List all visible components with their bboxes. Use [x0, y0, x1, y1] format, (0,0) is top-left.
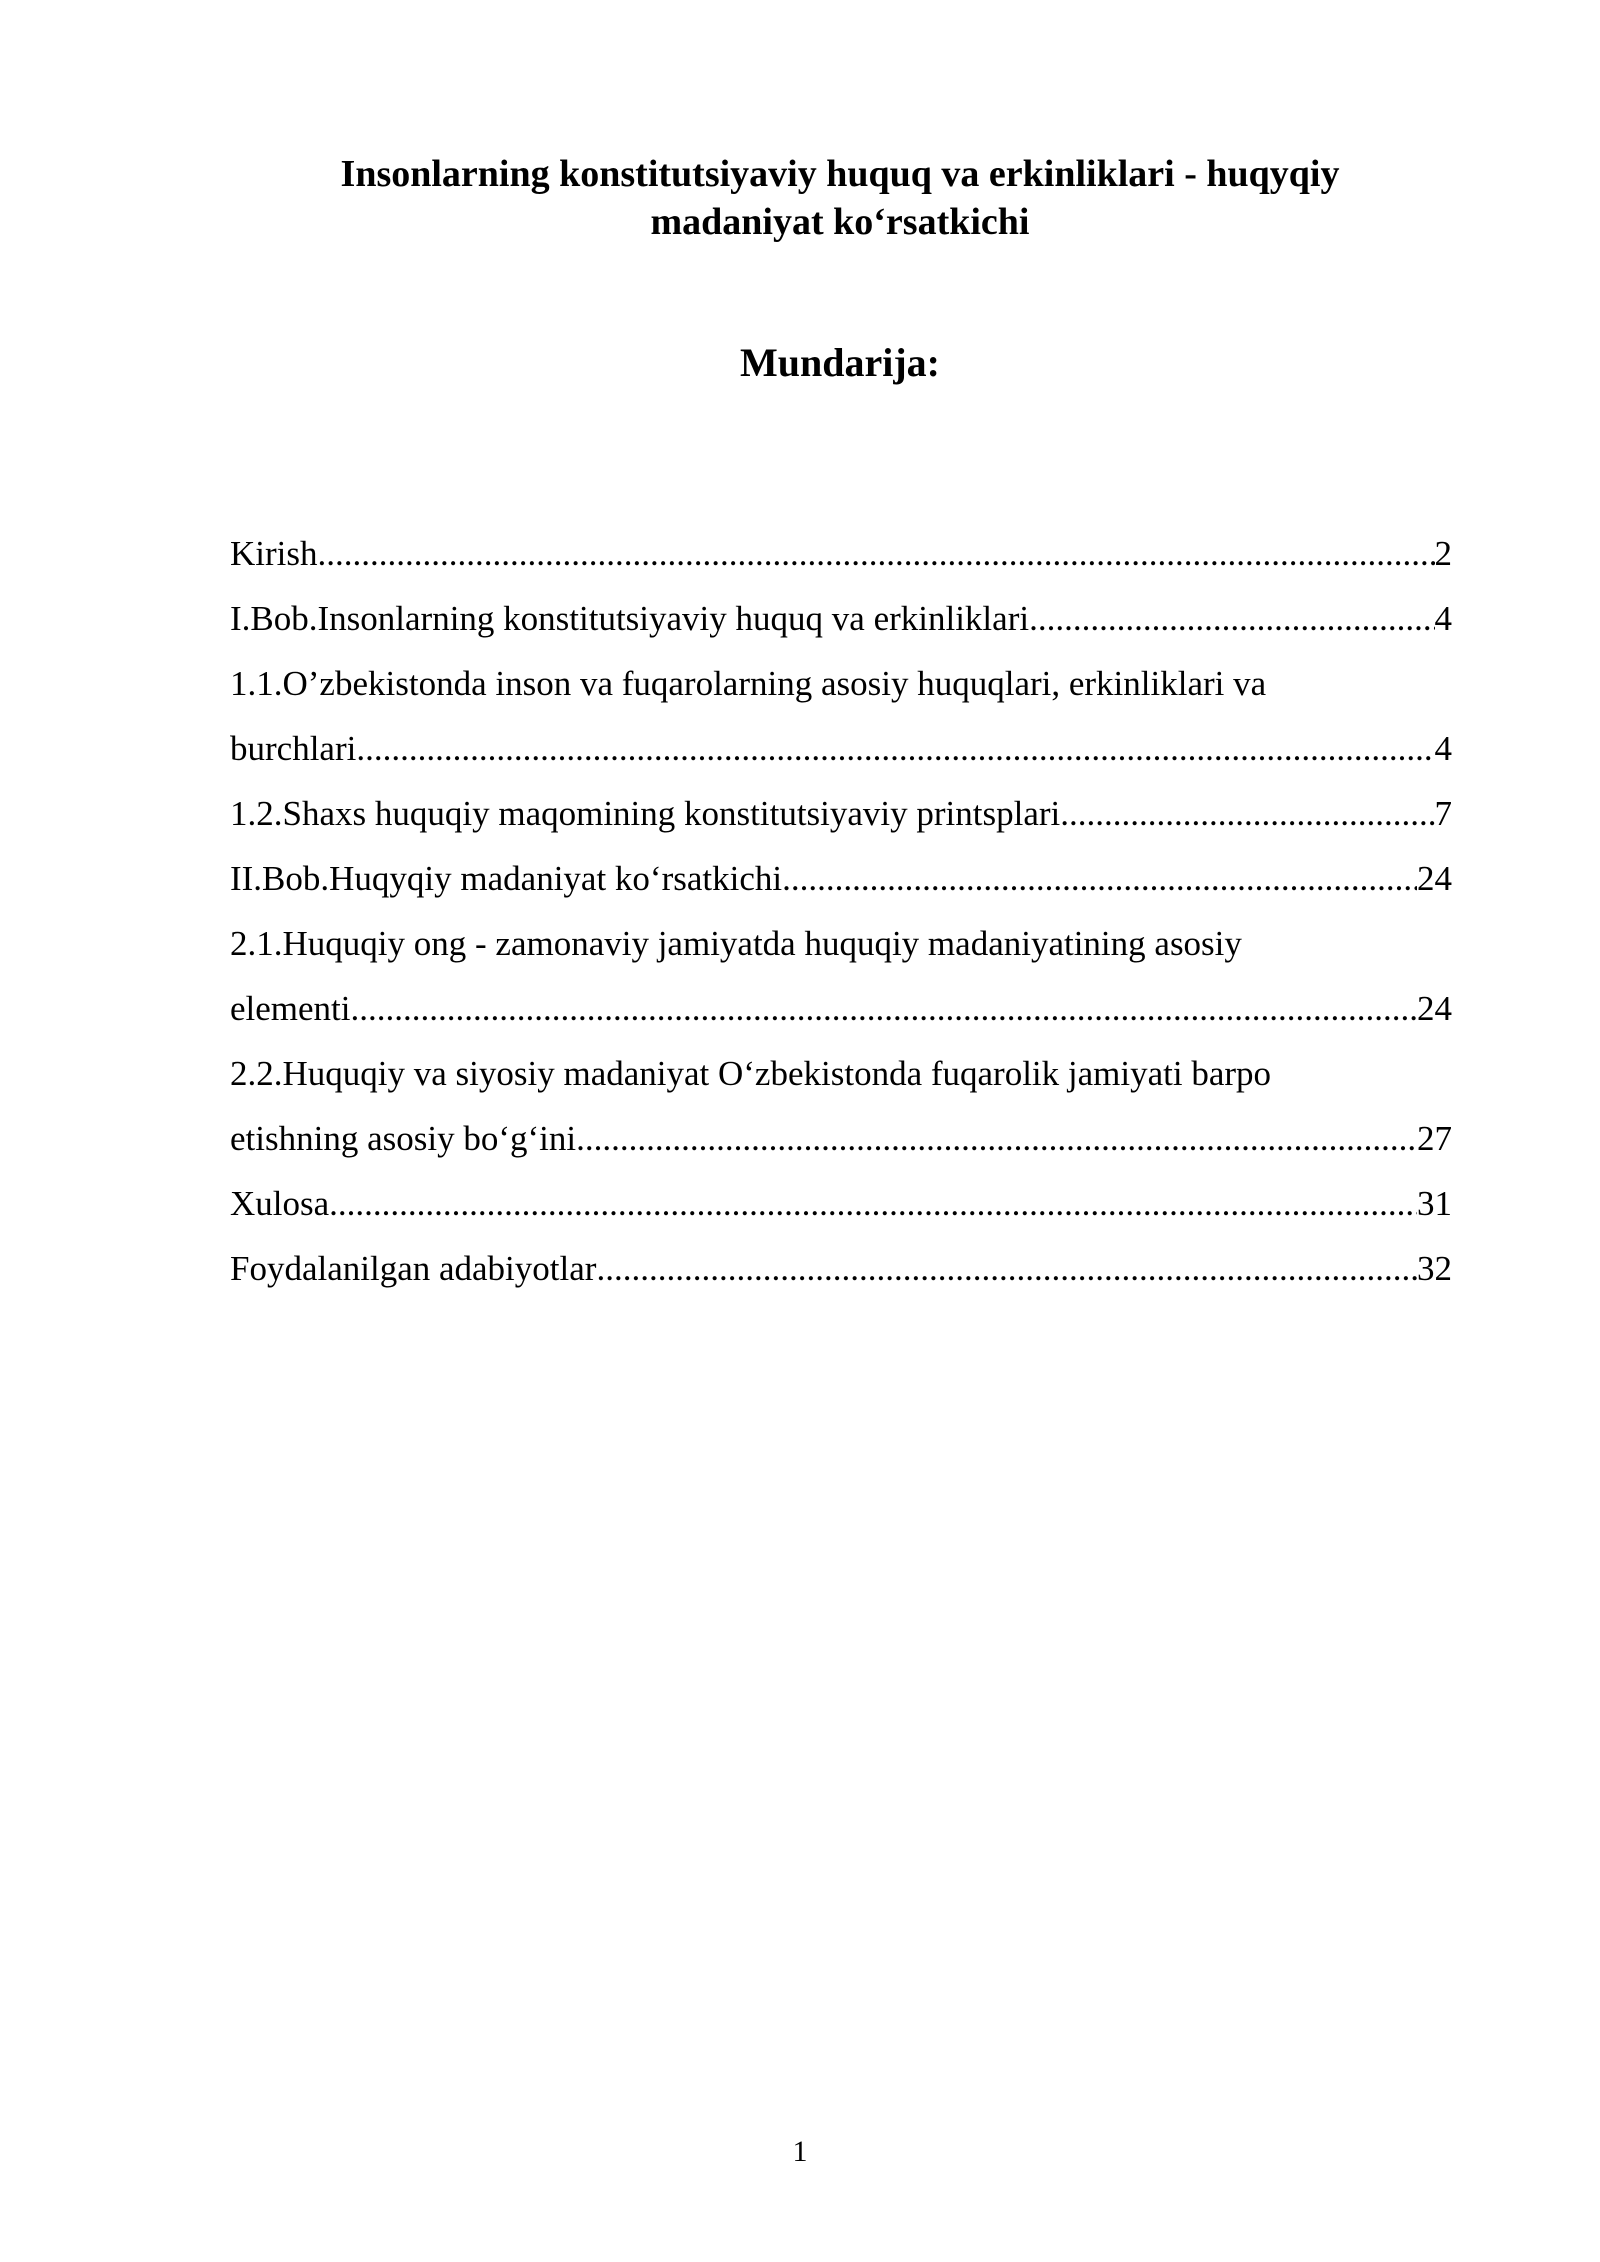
toc-entry-section-1-2[interactable] — [230, 781, 1452, 846]
toc-page-number: 4 — [1434, 599, 1452, 638]
toc-entry-text: 2.2.Huquqiy va siyosiy madaniyat O‘zbekistonda fuqarolik jamiyati barpo — [230, 1054, 1272, 1093]
toc-page-number: 2 — [1434, 534, 1452, 573]
document-title-line-2: madaniyat ko‘rsatkichi — [650, 201, 1030, 243]
toc-page-number: 7 — [1434, 794, 1452, 833]
toc-page-number: 27 — [1417, 1119, 1452, 1158]
toc-entry-kirish[interactable] — [230, 521, 1452, 586]
toc-entry-text: 2.1.Huquqiy ong - zamonaviy jamiyatda huquqiy madaniyatining asosiy — [230, 924, 1242, 963]
toc-entry-text: 1.2.Shaxs huquqiy maqomining konstitutsiyaviy printsplari — [230, 794, 1061, 833]
toc-dot-leader — [318, 521, 1435, 586]
toc-entry-text: elementi — [230, 989, 351, 1028]
toc-dot-leader — [782, 846, 1417, 911]
page-number: 1 — [792, 2135, 808, 2168]
toc-dot-leader — [329, 1171, 1417, 1236]
toc-entry-text: 1.1.O’zbekistonda inson va fuqarolarning asosiy huquqlari, erkinliklari va — [230, 664, 1267, 703]
document-title — [230, 150, 1450, 246]
toc-page-number: 24 — [1417, 989, 1452, 1028]
toc-entry-text: etishning asosiy bo‘g‘ini — [230, 1119, 577, 1158]
toc-entry-section-1-1-continued[interactable] — [230, 716, 1452, 781]
toc-entry-text: burchlari — [230, 729, 357, 768]
toc-page-number: 4 — [1434, 729, 1452, 768]
toc-dot-leader — [1029, 586, 1434, 651]
toc-entry-section-1-1[interactable] — [230, 651, 1452, 716]
toc-dot-leader — [351, 976, 1417, 1041]
toc-entry-text: Xulosa — [230, 1184, 330, 1223]
toc-page-number: 32 — [1417, 1249, 1452, 1288]
toc-entry-section-2-1-continued[interactable] — [230, 976, 1452, 1041]
table-of-contents-heading: Mundarija: — [740, 340, 940, 385]
toc-entry-section-2-1[interactable] — [230, 911, 1452, 976]
document-title-line-1: Insonlarning konstitutsiyaviy huquq va erkinliklari - huqyqiy — [340, 153, 1340, 195]
toc-page-number: 31 — [1417, 1184, 1452, 1223]
toc-entry-text: I.Bob.Insonlarning konstitutsiyaviy huquq va erkinliklari — [230, 599, 1030, 638]
toc-entry-section-2-2[interactable] — [230, 1041, 1452, 1106]
toc-entry-text: II.Bob.Huqyqiy madaniyat ko‘rsatkichi — [230, 859, 783, 898]
toc-dot-leader — [576, 1106, 1417, 1171]
toc-dot-leader — [1060, 781, 1434, 846]
table-of-contents — [230, 521, 1452, 1301]
toc-entry-bibliography[interactable] — [230, 1236, 1452, 1301]
toc-entry-text: Foydalanilgan adabiyotlar — [230, 1249, 597, 1288]
toc-entry-chapter-2[interactable] — [230, 846, 1452, 911]
toc-dot-leader — [596, 1236, 1417, 1301]
toc-entry-section-2-2-continued[interactable] — [230, 1106, 1452, 1171]
toc-entry-chapter-1[interactable] — [230, 586, 1452, 651]
toc-entry-text: Kirish — [230, 534, 318, 573]
toc-page-number: 24 — [1417, 859, 1452, 898]
toc-dot-leader — [356, 716, 1434, 781]
toc-entry-xulosa[interactable] — [230, 1171, 1452, 1236]
